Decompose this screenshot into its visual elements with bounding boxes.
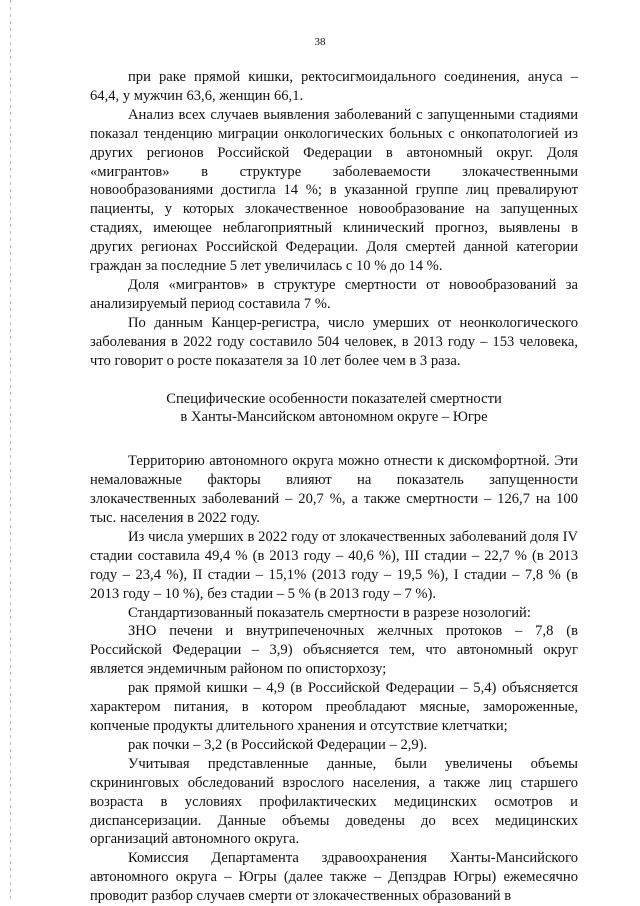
- paragraph: ЗНО печени и внутрипеченочных желчных протоков – 7,8 (в Российской Федерации – 3,9) объясняется тем, что автономный округ является эндемичным районом по описторхозу;: [90, 623, 578, 678]
- paragraph: рак прямой кишки – 4,9 (в Российской Федерации – 5,4) объясняется характером питания, в котором преобладают мясные, замороженные, копченые продукты длительного хранения и отсутствие клетчатки;: [90, 680, 578, 734]
- paragraph: Территорию автономного округа можно отнести к дискомфортной. Эти немаловажные факторы влияют на показатель запущенности злокачественных заболеваний – 20,7 %, а также смертности – 126,7 на 100 тыс. населения в 2022 году.: [90, 453, 578, 527]
- page-number: 38: [314, 36, 326, 48]
- paragraph: Анализ всех случаев выявления заболеваний с запущенными стадиями показал тенденцию миграции онкологических больных с онкопатологией из других регионов Российской Федерации в автономный округ. Доля «мигрантов» в структуре заболеваемости злокачественными новообразованиями достигла 14 %; в указанной группе лиц превалируют пациенты, у которых злокачественное новообразование на запущенных стадиях, имеющее неблагоприятный клинический прогноз, выявлены в других регионах Российской Федерации. Доля смертей данной категории граждан за последние 5 лет увеличилась с 10 % до 14 %.: [90, 106, 578, 275]
- paragraph: Учитывая представленные данные, были увеличены объемы скрининговых обследований взрослого населения, а также лиц старшего возраста в условиях профилактических медицинских осмотров и диспансеризации. Данные объемы доведены до всех медицинских организаций автономного округа.: [90, 755, 578, 848]
- section-heading-line: в Ханты-Мансийском автономном округе – Югре: [180, 409, 488, 426]
- paragraph: Из числа умерших в 2022 году от злокачественных заболеваний доля IV стадии составила 49,4 % (в 2013 году – 40,6 %), III стадии – 22,7 % (в 2013 году – 23,4 %), II стадии – 15,1% (2013 году – 19,5 %), I стадии – 7,8 % (в 2013 году – 10 %), без стадии – 5 % (в 2013 году – 7 %).: [90, 528, 578, 602]
- paragraph: По данным Канцер-регистра, число умерших от неонкологического заболевания в 2022 году составило 504 человек, в 2013 году – 153 человека, что говорит о росте показателя за 10 лет более чем в 3 раза.: [90, 314, 578, 369]
- section-heading-line: Специфические особенности показателей смертности: [166, 390, 502, 407]
- scan-edge-line: [10, 0, 11, 899]
- section-heading: [90, 390, 578, 428]
- paragraph: Доля «мигрантов» в структуре смертности от новообразований за анализируемый период составила 7 %.: [90, 276, 578, 312]
- paragraph: Стандартизованный показатель смертности в разрезе нозологий:: [128, 604, 531, 621]
- paragraph: рак почки – 3,2 (в Российской Федерации – 2,9).: [128, 736, 428, 753]
- paragraph: Комиссия Департамента здравоохранения Ханты-Мансийского автономного округа – Югры (далее также – Депздрав Югры) ежемесячно проводит разбор случаев смерти от злокачественных образований в: [90, 850, 578, 905]
- paragraph: при раке прямой кишки, ректосигмоидального соединения, ануса – 64,4, у мужчин 63,6, женщин 66,1.: [90, 69, 578, 104]
- document-body: [90, 68, 578, 906]
